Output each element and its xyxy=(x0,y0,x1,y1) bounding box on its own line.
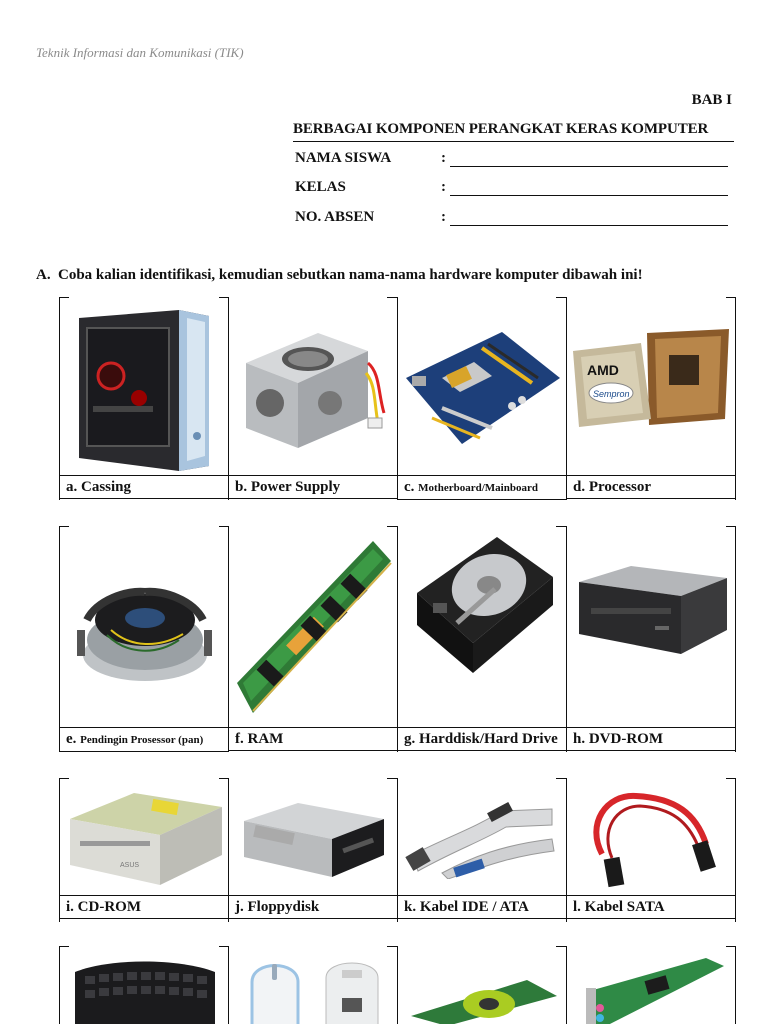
section-a-instruction xyxy=(36,267,643,284)
keyboard-image xyxy=(60,952,228,1024)
field-student-name-colon: : xyxy=(441,150,446,166)
svg-text:ASUS: ASUS xyxy=(120,862,140,869)
hardware-row-4 xyxy=(59,946,736,1024)
processor-image xyxy=(567,297,735,467)
ram-image xyxy=(229,530,397,720)
sempron-logo: Sempron xyxy=(592,389,630,399)
field-roll-number-line[interactable] xyxy=(450,225,728,226)
dvd-rom-image xyxy=(567,546,735,676)
hardware-item-dvd-rom xyxy=(566,526,736,752)
item-label: e. Pendingin Prosessor (pan) xyxy=(60,727,228,752)
graphics-card-image xyxy=(398,976,566,1024)
item-label: j. Floppydisk xyxy=(229,895,397,919)
item-label: c. Motherboard/Mainboard xyxy=(398,475,566,500)
hardware-item-graphics-card xyxy=(397,946,566,1024)
hardware-item-motherboard xyxy=(397,297,566,500)
hardware-item-mouse xyxy=(228,946,397,1024)
cpu-cooler-image xyxy=(60,532,228,717)
item-label: l. Kabel SATA xyxy=(567,895,735,919)
worksheet-title: BERBAGAI KOMPONEN PERANGKAT KERAS KOMPUTER xyxy=(293,121,709,137)
hardware-row-2 xyxy=(59,526,736,752)
field-class-colon: : xyxy=(441,179,446,195)
field-student-name-line[interactable] xyxy=(450,166,728,167)
computer-case-image xyxy=(60,303,228,473)
section-number: A. xyxy=(36,267,51,283)
motherboard-image xyxy=(398,303,566,473)
harddisk-image xyxy=(398,530,566,680)
floppy-drive-image xyxy=(229,784,397,894)
field-student-name-label: NAMA SISWA xyxy=(295,150,392,166)
cd-rom-image xyxy=(60,784,228,894)
hardware-item-ram xyxy=(228,526,397,752)
item-label: k. Kabel IDE / ATA xyxy=(398,895,566,919)
title-underline xyxy=(293,141,734,142)
hardware-item-sata-cable xyxy=(566,778,736,922)
hardware-item-harddisk xyxy=(397,526,566,752)
ide-cable-image xyxy=(398,784,566,894)
hardware-item-processor xyxy=(566,297,736,500)
field-roll-number-label: NO. ABSEN xyxy=(295,209,375,225)
hardware-item-sound-card xyxy=(566,946,736,1024)
chapter-label: BAB I xyxy=(691,92,732,108)
sata-cable-image xyxy=(567,784,735,894)
item-label: d. Processor xyxy=(567,475,735,499)
mouse-image xyxy=(229,952,397,1024)
item-label: a. Cassing xyxy=(60,475,228,499)
field-roll-number-colon: : xyxy=(441,209,446,225)
item-label: i. CD-ROM xyxy=(60,895,228,919)
hardware-item-cd-rom xyxy=(59,778,228,922)
item-label: g. Harddisk/Hard Drive xyxy=(398,727,566,751)
hardware-item-floppy xyxy=(228,778,397,922)
amd-logo: AMD xyxy=(586,362,619,378)
power-supply-image xyxy=(229,303,397,473)
hardware-item-power-supply xyxy=(228,297,397,500)
hardware-item-cpu-cooler xyxy=(59,526,228,752)
hardware-item-ide-cable xyxy=(397,778,566,922)
sound-card-image xyxy=(567,952,735,1024)
hardware-row-3 xyxy=(59,778,736,922)
field-class-line[interactable] xyxy=(450,195,728,196)
running-head: Teknik Informasi dan Komunikasi (TIK) xyxy=(36,45,244,60)
hardware-row-1 xyxy=(59,297,736,500)
hardware-item-keyboard xyxy=(59,946,228,1024)
item-label: f. RAM xyxy=(229,727,397,751)
hardware-item-casing xyxy=(59,297,228,500)
field-class-label: KELAS xyxy=(295,179,346,195)
section-text: Coba kalian identifikasi, kemudian sebutkan nama-nama hardware komputer dibawah ini! xyxy=(58,267,643,283)
item-label: h. DVD-ROM xyxy=(567,727,735,751)
item-label: b. Power Supply xyxy=(229,475,397,499)
